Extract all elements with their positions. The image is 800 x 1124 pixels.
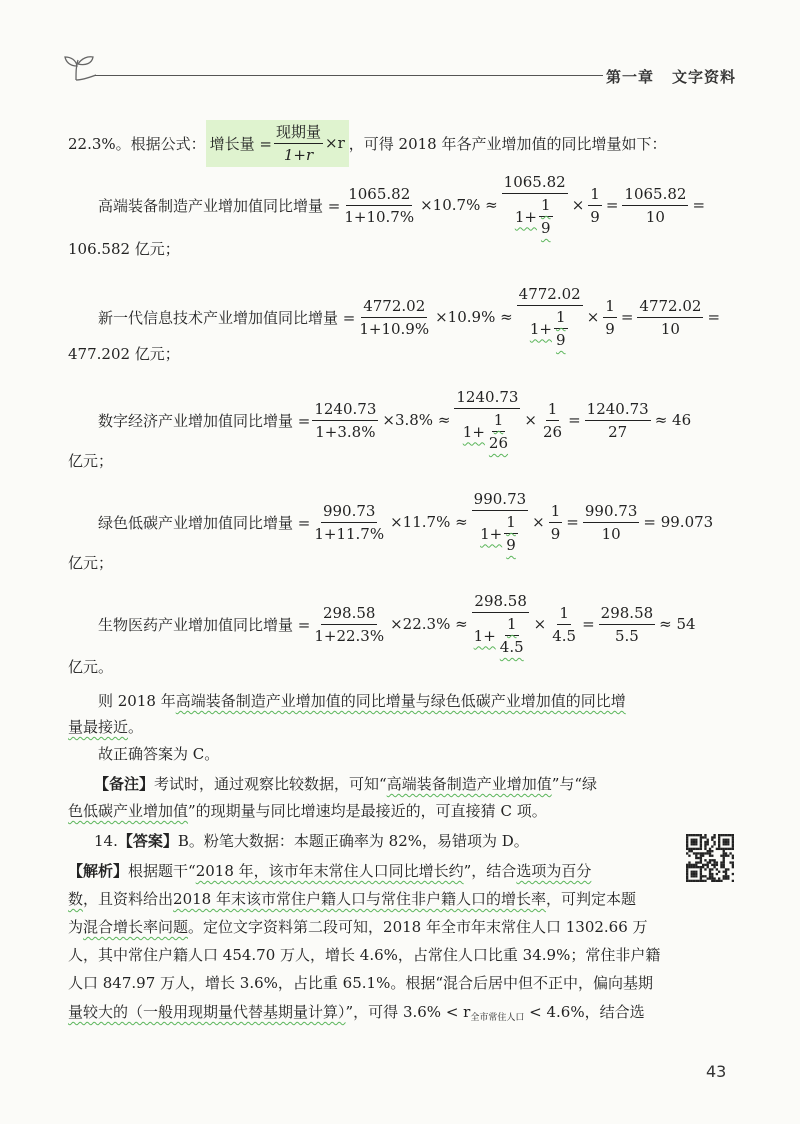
chapter-label: 第一章 bbox=[606, 68, 655, 86]
qr-code-icon bbox=[686, 834, 734, 882]
intro-text-2: ，可得 2018 年各产业增加值的同比增量如下： bbox=[348, 134, 667, 153]
equation-label: 绿色低碳产业增加值同比增量 = bbox=[98, 513, 311, 532]
chapter-title: 文字资料 bbox=[672, 68, 737, 86]
equation-row: 生物医药产业增加值同比增量 = $\frac{298.58}{1+22.3\%}$ ×22.3% ≈ 298.58 1+ $\frac{1}{4.5}$ × $\frac{1}{4.5}$ = $\frac{298.58}{5.5}$ ≈ 54 bbox=[98, 592, 696, 656]
page-number: 43 bbox=[706, 1062, 727, 1081]
approx-fraction: 298.58 1+ $\frac{1}{4.5}$ bbox=[473, 592, 527, 656]
formula-fraction bbox=[274, 123, 323, 164]
fraction: $\frac{1}{4.5}$ bbox=[552, 603, 577, 645]
nested-fraction: $\frac{1}{9}$ bbox=[555, 308, 566, 349]
equation-result: 亿元。 bbox=[68, 658, 114, 676]
equation-row: 绿色低碳产业增加值同比增量 = $\frac{990.73}{1+11.7\%}$ ×11.7% ≈ 990.73 1+ $\frac{1}{9}$ × $\frac{1}{9}$ = $\frac{990.73}{10}$ = 99.073 bbox=[98, 490, 714, 554]
approx-fraction: 4772.02 1+ $\frac{1}{9}$ bbox=[518, 285, 581, 349]
equation-row: 数字经济产业增加值同比增量 = $\frac{1240.73}{1+3.8\%}$ ×3.8% ≈ 1240.73 1+ $\frac{1}{26}$ × $\frac{1}{26}$ = $\frac{1240.73}{27}$ ≈ 46 bbox=[98, 388, 692, 452]
leaf-logo-icon bbox=[62, 54, 96, 82]
nested-fraction: $\frac{1}{9}$ bbox=[540, 196, 551, 237]
analysis-tag: 【解析】 bbox=[68, 862, 129, 880]
equation-row: 新一代信息技术产业增加值同比增量 = $\frac{4772.02}{1+10.9\%}$ ×10.9% ≈ 4772.02 1+ $\frac{1}{9}$ × $\frac{1}{9}$ = $\frac{4772.02}{10}$ = bbox=[98, 285, 721, 349]
q14-number: 14. bbox=[94, 832, 118, 850]
fraction: $\frac{990.73}{10}$ bbox=[584, 501, 638, 543]
equation-label: 数字经济产业增加值同比增量 = bbox=[98, 411, 311, 430]
intro-text: 22.3%。根据公式： bbox=[68, 134, 206, 153]
fraction: $\frac{1}{9}$ bbox=[590, 184, 600, 226]
equation-label: 生物医药产业增加值同比增量 = bbox=[98, 615, 311, 634]
analysis-line-4: 人，其中常住户籍人口 454.70 万人，增长 4.6%，占常住人口比重 34.9%；常住非户籍 bbox=[68, 946, 661, 964]
conclusion-highlight: 高端装备制造产业增加值的同比增量与绿色低碳产业增加值的同比增 bbox=[175, 692, 626, 710]
formula-label: 增长量 = bbox=[209, 134, 272, 153]
analysis-line-6: 量较大的（一般用现期量代替基期量计算）”，可得 $3.6\% < r_{全市常住人口} < 4.6\%$，结合选 bbox=[68, 1003, 645, 1023]
note-line-2: 色低碳产业增加值”的现期量与同比增速均是最接近的，可直接猜 C 项。 bbox=[68, 802, 547, 820]
analysis-line-2: 数，且资料给出2018 年末该市常住户籍人口与常住非户籍人口的增长率，可判定本题 bbox=[68, 890, 636, 908]
subscript: 全市常住人口 bbox=[470, 1013, 525, 1023]
approx-fraction: 990.73 1+ $\frac{1}{9}$ bbox=[473, 490, 527, 554]
fraction: $\frac{1065.82}{1+10.7\%}$ bbox=[344, 184, 415, 226]
analysis-line-3: 为混合增长率问题。定位文字资料第二段可知，2018 年全市年末常住人口 1302.66 万 bbox=[68, 918, 648, 936]
fraction: $\frac{298.58}{5.5}$ bbox=[600, 603, 654, 645]
fraction: $\frac{4772.02}{1+10.9\%}$ bbox=[359, 296, 430, 338]
equation-result: 477.202 亿元； bbox=[68, 345, 180, 363]
fraction: $\frac{1065.82}{10}$ bbox=[624, 184, 687, 226]
header-rule bbox=[95, 75, 603, 76]
equation-result: 106.582 亿元； bbox=[68, 240, 180, 258]
fraction: $\frac{298.58}{1+22.3\%}$ bbox=[314, 603, 385, 645]
equation-tail: = bbox=[692, 196, 706, 214]
growth-formula bbox=[206, 120, 349, 167]
fraction: $\frac{1}{9}$ bbox=[605, 296, 615, 338]
q14-answer-line bbox=[94, 830, 529, 852]
fraction: $\frac{1240.73}{1+3.8\%}$ bbox=[314, 399, 377, 441]
nested-fraction: $\frac{1}{26}$ bbox=[488, 411, 509, 452]
fraction: $\frac{990.73}{1+11.7\%}$ bbox=[314, 501, 385, 543]
running-header bbox=[606, 66, 736, 87]
approx-fraction: 1240.73 1+ $\frac{1}{26}$ bbox=[456, 388, 519, 452]
analysis-line-1: 【解析】根据题干“2018 年，该市年末常住人口同比增长约”，结合选项为百分 bbox=[68, 862, 592, 880]
equation-label: 新一代信息技术产业增加值同比增量 = bbox=[98, 308, 356, 327]
formula-tail: ×r bbox=[325, 134, 345, 152]
conclusion-line-2: 量最接近。 bbox=[68, 718, 144, 736]
fraction: $\frac{1}{9}$ bbox=[550, 501, 561, 543]
nested-fraction: $\frac{1}{9}$ bbox=[506, 513, 516, 554]
equation-tail: ≈ 54 bbox=[659, 615, 696, 633]
fraction: $\frac{1240.73}{27}$ bbox=[586, 399, 649, 441]
equation-result: 亿元； bbox=[68, 554, 114, 572]
formula-den: 1+r bbox=[283, 145, 314, 164]
formula-num: 现期量 bbox=[274, 123, 323, 144]
equation-tail: = bbox=[707, 308, 721, 326]
intro-formula-line bbox=[68, 120, 666, 166]
equation-tail: ≈ 46 bbox=[654, 411, 692, 429]
answer-tag: 【答案】 bbox=[117, 832, 178, 850]
note-tag: 【备注】 bbox=[94, 775, 155, 793]
equation-row: 高端装备制造产业增加值同比增量 = $\frac{1065.82}{1+10.7\%}$ ×10.7% ≈ 1065.82 1+ $\frac{1}{9}$ × $\frac{1}{9}$ = $\frac{1065.82}{10}$ = bbox=[98, 173, 706, 237]
fraction: $\frac{1}{26}$ bbox=[543, 399, 563, 441]
equation-result: 亿元； bbox=[68, 452, 114, 470]
q14-answer-text: B。粉笔大数据：本题正确率为 82%，易错项为 D。 bbox=[177, 832, 529, 850]
answer-line: 故正确答案为 C。 bbox=[98, 745, 220, 763]
analysis-line-5: 人口 847.97 万人，增长 3.6%，占比重 65.1%。根据“混合后居中但不正中，偏向基期 bbox=[68, 974, 653, 992]
equation-label: 高端装备制造产业增加值同比增量 = bbox=[98, 196, 341, 215]
nested-fraction: $\frac{1}{4.5}$ bbox=[499, 615, 524, 656]
note-line-1: 【备注】考试时，通过观察比较数据，可知“高端装备制造产业增加值”与“绿 bbox=[94, 775, 598, 793]
equation-tail: = 99.073 bbox=[643, 513, 714, 531]
fraction: $\frac{4772.02}{10}$ bbox=[639, 296, 702, 338]
conclusion-line-1: 则 2018 年高端装备制造产业增加值的同比增量与绿色低碳产业增加值的同比增 bbox=[98, 692, 626, 710]
approx-fraction: 1065.82 1+ $\frac{1}{9}$ bbox=[503, 173, 566, 237]
